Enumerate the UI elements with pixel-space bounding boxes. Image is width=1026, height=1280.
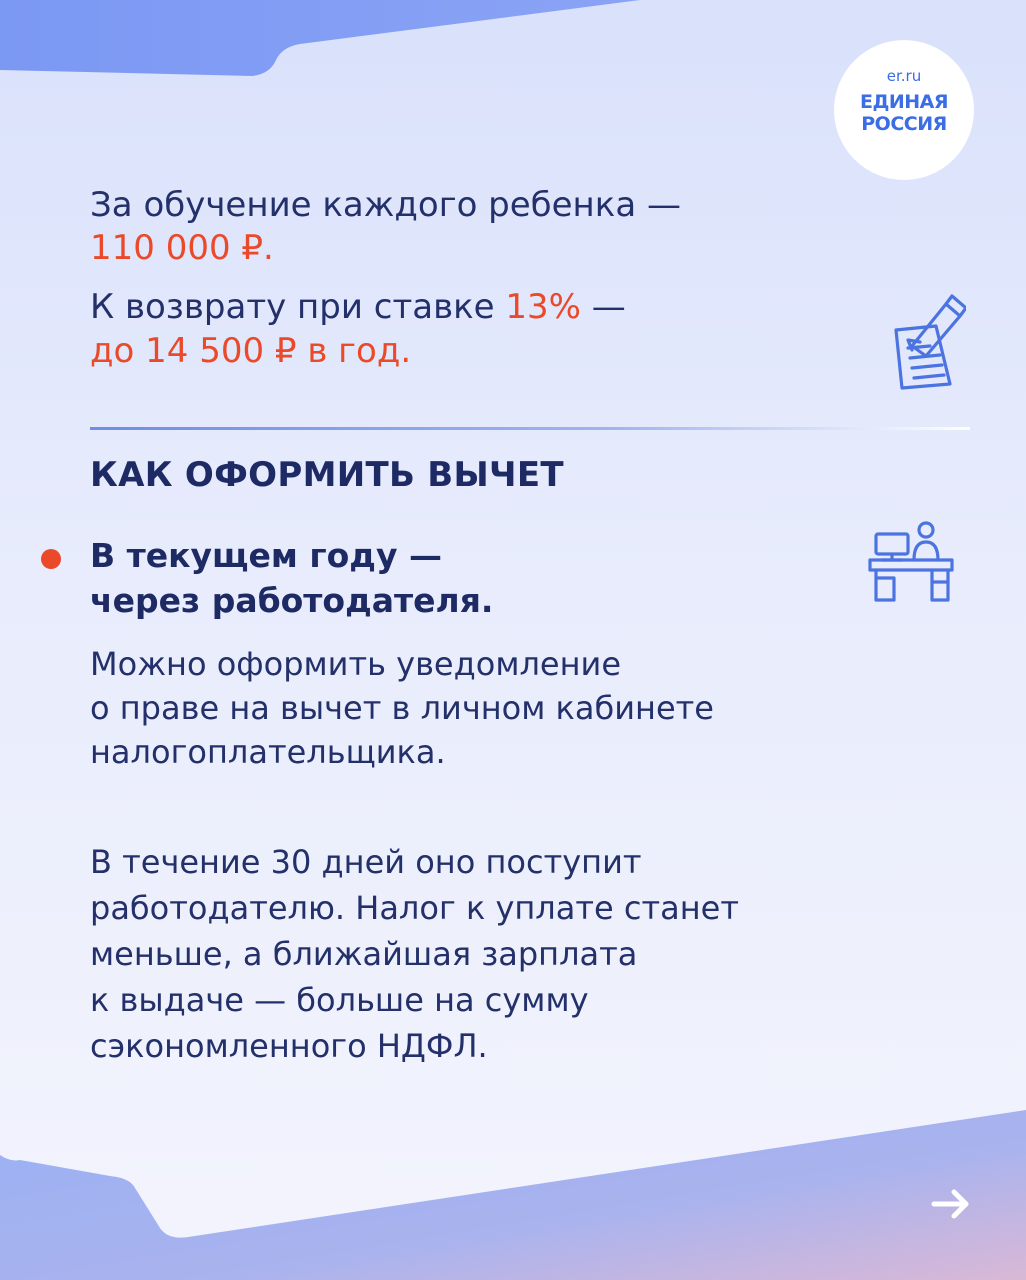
paragraph2-line1: В течение 30 дней оно поступит [90, 843, 642, 881]
refund-suffix: — [580, 287, 626, 327]
section-divider [90, 427, 970, 430]
refund-prefix: К возврату при ставке [90, 287, 506, 327]
paragraph2-line5: сэкономленного НДФЛ. [90, 1027, 488, 1065]
bullet-dot [41, 549, 61, 569]
step-title-line2: через работодателя. [90, 581, 494, 620]
paragraph2-line2: работодателю. Налог к уплате станет [90, 889, 739, 927]
paragraph2-line4: к выдаче — больше на сумму [90, 981, 589, 1019]
logo-name-line1: ЕДИНАЯ [859, 91, 949, 113]
step-title-line1: В текущем году — [90, 536, 442, 575]
person-at-desk-icon [866, 520, 956, 604]
paragraph1-line3: налогоплательщика. [90, 733, 446, 771]
paragraph2-line3: меньше, а ближайшая зарплата [90, 935, 638, 973]
document-with-pen-icon [886, 290, 966, 390]
party-logo[interactable] [834, 40, 974, 180]
arrow-right-icon[interactable] [926, 1184, 976, 1224]
paragraph1-line2: о праве на вычет в личном кабинете [90, 689, 714, 727]
section-heading: КАК ОФОРМИТЬ ВЫЧЕТ [90, 455, 564, 495]
paragraph1-line1: Можно оформить уведомление [90, 645, 621, 683]
refund-amount: до 14 500 ₽ в год. [90, 331, 412, 371]
cost-description: За обучение каждого ребенка — [90, 185, 681, 225]
logo-site: er.ru [886, 67, 922, 85]
refund-rate: 13% [505, 287, 581, 327]
logo-name-line2: РОССИЯ [861, 113, 947, 135]
refund-description [90, 285, 626, 329]
cost-amount: 110 000 ₽. [90, 228, 274, 268]
